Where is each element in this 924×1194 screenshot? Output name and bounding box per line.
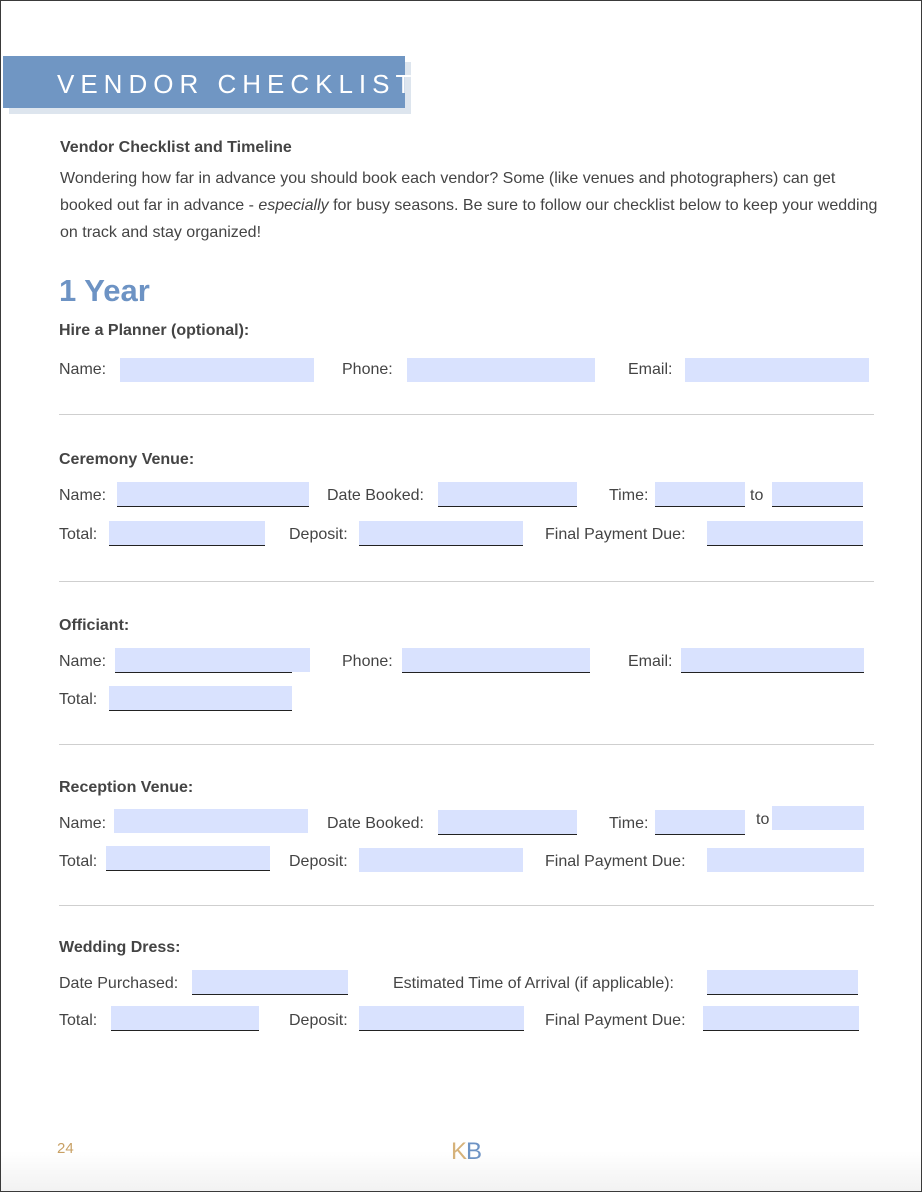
dress-deposit-field[interactable] [359,1006,524,1031]
officiant-name-label: Name: [59,653,107,670]
reception-total-field[interactable] [106,846,270,871]
dress-date-purchased-label: Date Purchased: [59,975,179,992]
ceremony-time-label: Time: [609,487,649,504]
officiant-name-field-extension [292,648,310,672]
reception-heading: Reception Venue: [59,779,194,796]
intro-heading: Vendor Checklist and Timeline [60,139,292,156]
reception-deposit-field[interactable] [359,848,523,872]
planner-email-field[interactable] [685,358,869,382]
planner-email-label: Email: [628,361,673,378]
reception-date-booked-field[interactable] [438,810,577,835]
ceremony-total-label: Total: [59,526,98,543]
ceremony-final-payment-field[interactable] [707,521,863,546]
reception-final-payment-field[interactable] [707,848,864,872]
planner-heading: Hire a Planner (optional): [59,322,250,339]
section-divider [59,744,874,745]
dress-date-purchased-field[interactable] [192,970,348,995]
page-title: VENDOR CHECKLIST [57,69,418,99]
reception-time-label: Time: [609,815,649,832]
logo-letter-b: B [466,1138,482,1165]
ceremony-name-label: Name: [59,487,107,504]
officiant-phone-label: Phone: [342,653,393,670]
reception-total-label: Total: [59,853,98,870]
dress-total-field[interactable] [111,1006,259,1031]
officiant-phone-field[interactable] [402,648,590,673]
intro-body [60,165,880,246]
reception-to-label: to [756,811,770,828]
officiant-email-label: Email: [628,653,673,670]
ceremony-time-start-field[interactable] [655,482,745,507]
section-divider [59,581,874,582]
planner-name-field[interactable] [120,358,314,382]
officiant-email-field[interactable] [681,648,864,673]
officiant-total-field[interactable] [109,686,292,711]
reception-date-booked-label: Date Booked: [327,815,424,832]
reception-deposit-label: Deposit: [289,853,348,870]
ceremony-date-booked-label: Date Booked: [327,487,424,504]
section-divider [59,414,874,415]
ceremony-total-field[interactable] [109,521,265,546]
officiant-name-field[interactable] [115,648,292,673]
kb-logo [451,1138,481,1166]
ceremony-to-label: to [750,487,764,504]
ceremony-deposit-field[interactable] [359,521,523,546]
ceremony-final-payment-label: Final Payment Due: [545,526,686,543]
dress-final-payment-label: Final Payment Due: [545,1012,686,1029]
officiant-total-label: Total: [59,691,98,708]
planner-phone-field[interactable] [407,358,595,382]
ceremony-deposit-label: Deposit: [289,526,348,543]
reception-name-label: Name: [59,815,107,832]
logo-letter-k: K [451,1138,467,1165]
ceremony-date-booked-field[interactable] [438,482,577,507]
ceremony-name-field[interactable] [117,482,309,507]
dress-total-label: Total: [59,1012,98,1029]
section-divider [59,905,874,906]
reception-final-payment-label: Final Payment Due: [545,853,686,870]
section-heading-1-year: 1 Year [59,273,150,308]
planner-phone-label: Phone: [342,361,393,378]
dress-eta-field[interactable] [707,970,858,995]
intro-body-text-2: for busy seasons. Be sure to follow our checklist below to keep your wedding on track and stay organized! [60,197,878,241]
dress-deposit-label: Deposit: [289,1012,348,1029]
officiant-heading: Officiant: [59,617,130,634]
planner-name-label: Name: [59,361,107,378]
dress-final-payment-field[interactable] [703,1006,859,1031]
dress-eta-label: Estimated Time of Arrival (if applicable): [393,975,674,992]
reception-time-end-field[interactable] [772,806,864,830]
ceremony-time-end-field[interactable] [772,482,863,507]
reception-time-start-field[interactable] [655,810,745,835]
dress-heading: Wedding Dress: [59,939,181,956]
ceremony-heading: Ceremony Venue: [59,451,195,468]
page-number: 24 [57,1140,74,1157]
reception-name-field[interactable] [114,809,308,833]
intro-body-text-1: Wondering how far in advance you should book each vendor? Some (like venues and photographers) can get booked out far in advance - [60,170,836,214]
intro-body-emphasis: especially [258,197,329,214]
